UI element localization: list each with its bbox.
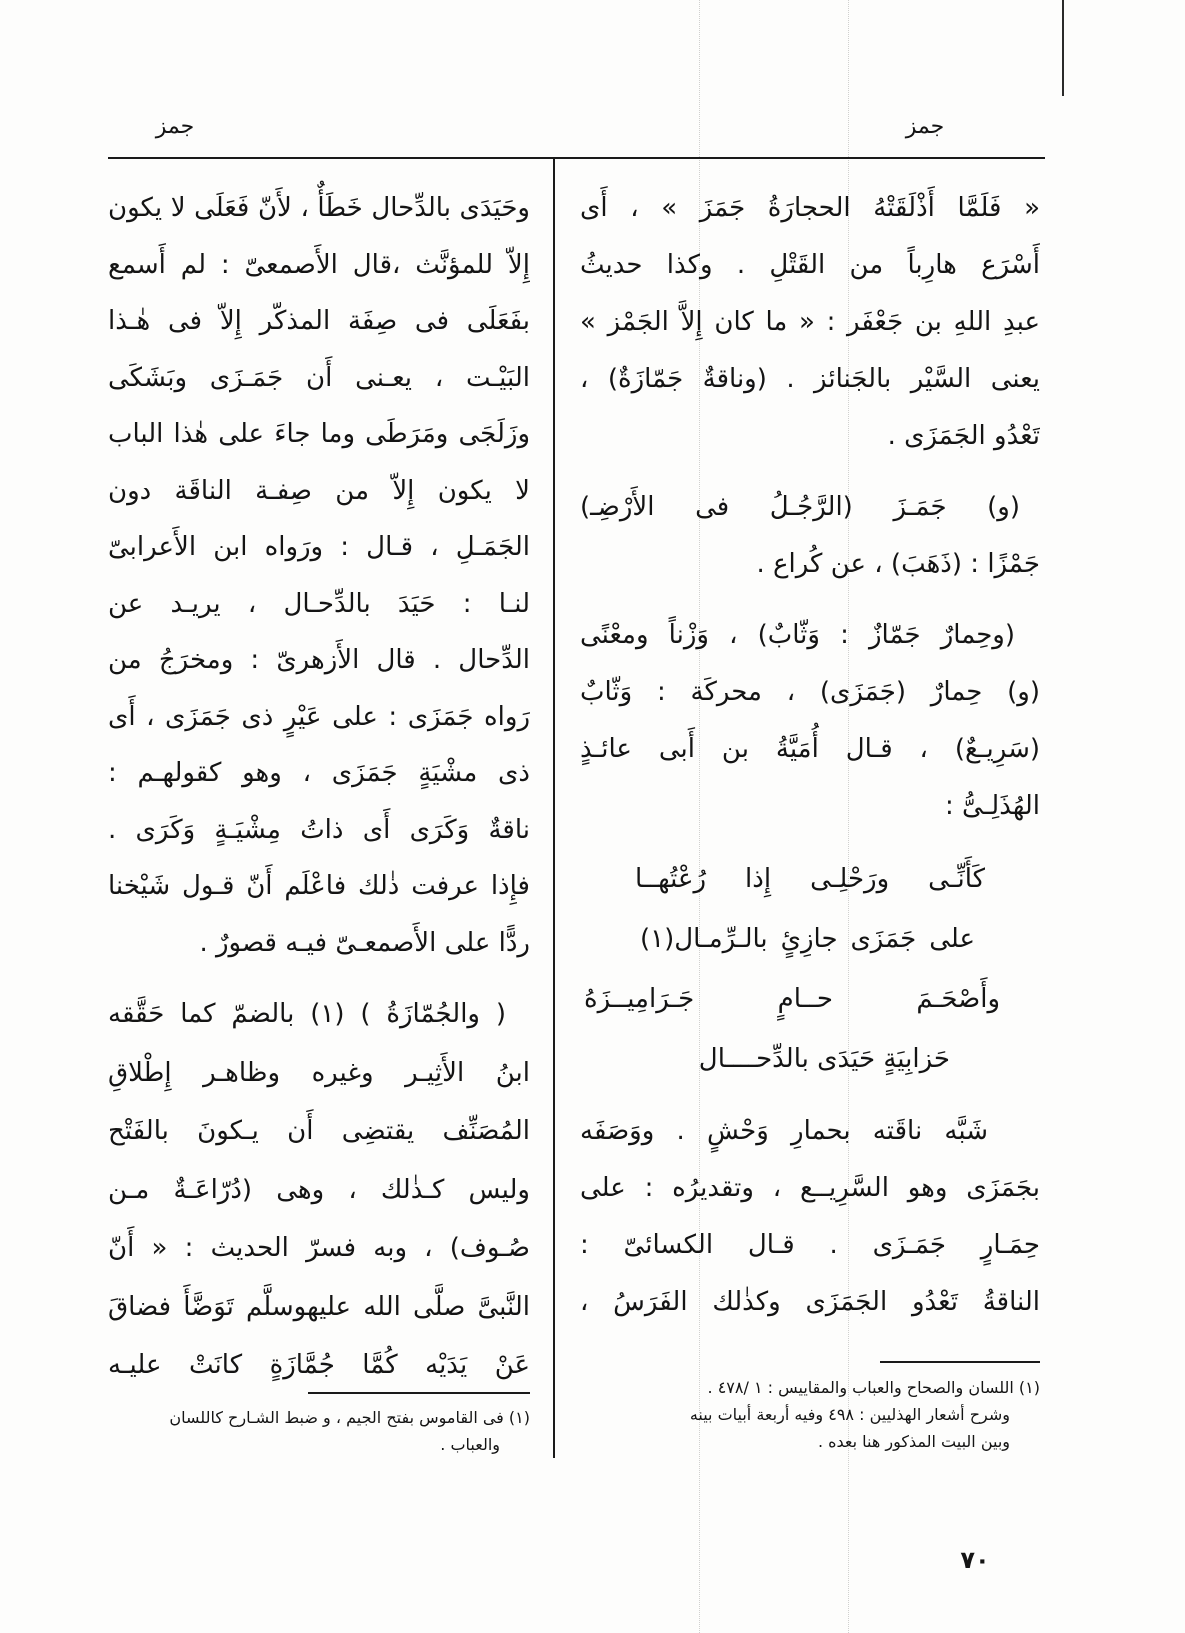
verse-line: كَأَنِّـى ورَحْلِـى إِذا رُعْتُهــا xyxy=(635,864,985,894)
verse-line: على جَمَزَى جازِئٍ بالـرِّمـال(١) xyxy=(640,924,975,954)
text-line: شَبَّه ناقَته بحمارِ وَحْشٍ . ووَصَفَه xyxy=(580,1116,988,1146)
text-line: « فَلَمَّا أَذْلَقَتْهُ الحجارَةُ جَمَزَ » ، أَى xyxy=(580,193,1040,223)
text-line: وحَيَدَى بالدِّحال خَطَأٌ ، لأَنّ فَعَلَى لا يكون xyxy=(108,193,530,223)
column-divider xyxy=(553,158,555,1458)
paragraph xyxy=(580,607,1040,835)
text-line: إِلاّ للمؤنَّث ،قال الأَصمعىّ : لم أَسمع xyxy=(108,249,530,280)
text-line: جَمْزًا : (ذَهَبَ) ، عن كُراع . xyxy=(756,549,1040,579)
text-line: ناقةٌ وَكَرَى أَى ذاتُ مِشْيَـةٍ وَكَرَى . xyxy=(108,814,530,845)
text-line: بجَمَزَى وهو السَّرِيــع ، وتقديرُه : على xyxy=(580,1173,1040,1203)
footnote-rule-left xyxy=(308,1392,530,1394)
text-line: لنـا : حَيَدَ بالدِّحـال ، يريـد عن xyxy=(108,588,530,619)
paragraph xyxy=(108,180,530,971)
footnote-line: وشرح أشعار الهذليين : ٤٩٨ وفيه أربعة أبيات بينه xyxy=(689,1405,1010,1424)
header-rule xyxy=(108,157,1045,159)
text-line: وليس كـذٰلك ، وهى (دُرّاعَـةٌ مـن xyxy=(108,1174,530,1205)
right-column xyxy=(580,180,1040,1331)
text-line: البَيْـت ، يعـنى أَن جَمَـزَى وبَشَكَى xyxy=(108,362,530,393)
verse-line: وأَصْحَـمَ حــامٍ جَـرَامِيــزَهُ xyxy=(584,984,1000,1014)
verse-block xyxy=(580,849,1040,1089)
text-line: عبدِ اللهِ بن جَعْفَر : « ما كان إِلاَّ الجَمْز » xyxy=(580,307,1040,337)
text-line: أَسْرَع هارِباً من القَتْلِ . وكذا حديثُ xyxy=(580,250,1040,280)
scan-edge-line xyxy=(1062,0,1064,96)
text-line: ذى مشْيَةٍ جَمَزَى ، وهو كقولهـم : xyxy=(108,758,530,788)
text-line: لا يكون إِلاّ من صِفـة الناقَة دون xyxy=(108,475,530,506)
footnote-line: (١) فى القاموس بفتح الجيم ، و ضبط الشـارح كاللسان xyxy=(169,1408,530,1427)
text-line: (و) حِمارٌ (جَمَزَى) ، محركَة : وَثّابٌ xyxy=(580,677,1040,707)
left-column xyxy=(108,180,530,1395)
text-line: وزَلَجَى ومَرَطَى وما جاءَ على هٰذا الباب xyxy=(108,419,530,449)
text-line: عَنْ يَدَيْه كُمَّا جُمَّازَةٍ كانَتْ عليـه xyxy=(108,1350,530,1380)
text-line: النَّبىَّ صلَّى الله عليهوسلَّم تَوَضَّأَ فضاقَ xyxy=(108,1291,530,1322)
text-line: يعنى السَّيْر بالجَنائز . (وناقةٌ جَمّازَةٌ) ، xyxy=(580,364,1040,394)
text-line: حِمَـارٍ جَمَـزَى . قـال الكسائىّ : xyxy=(580,1230,1040,1260)
text-line: الدِّحال . قال الأَزهرىّ : ومخرَجُ من xyxy=(108,645,530,675)
text-line: فإِذا عرفت ذٰلك فاعْلَم أَنّ قـول شَيْخنا xyxy=(108,871,530,901)
page-number: ٧٠ xyxy=(960,1546,990,1574)
text-line: (سَرِيـعٌ) ، قـال أُمَيَّةُ بن أَبى عائـذٍ xyxy=(580,734,1040,764)
text-line: الجَمَـلِ ، قـال : ورَواه ابن الأَعرابىّ xyxy=(108,532,530,562)
paragraph xyxy=(580,180,1040,465)
text-line: الهُذَلِـىُّ : xyxy=(944,791,1040,821)
text-line: (وحِمارٌ جَمّازٌ : وَثّابٌ) ، وَزْناً ومعْنًى xyxy=(580,620,1015,650)
text-line: (و) جَمَـزَ (الرَّجُـلُ فى الأَرْضِـ) xyxy=(580,492,1020,522)
text-line: ابنُ الأَثِيـر وغيره وظاهـر إِطْلاقِ xyxy=(108,1057,530,1088)
text-line: ردًّا على الأَصمعـىّ فيـه قصورٌ . xyxy=(199,927,530,958)
text-line: صُـوف) ، وبه فسرّ الحديث : « أَنّ xyxy=(108,1233,530,1263)
text-line: رَواه جَمَزَى : على عَيْرٍ ذى جَمَزَى ، أَى xyxy=(108,701,530,732)
text-line: بفَعَلَى فى صِفَة المذكّر إِلاّ فى هٰـذا xyxy=(108,306,530,336)
verse-line: حَزابِيَةٍ حَيَدَى بالدِّحــــال xyxy=(698,1044,950,1074)
footnote-left xyxy=(108,1404,530,1458)
paragraph xyxy=(580,479,1040,593)
footnote-line: (١) اللسان والصحاح والعباب والمقاييس : ١ /٤٧٨ . xyxy=(707,1378,1040,1397)
footnote-line: وبين البيت المذكور هنا بعده . xyxy=(817,1432,1010,1451)
text-line: تَعْدُو الجَمَزَى . xyxy=(887,421,1040,451)
footnote-rule-right xyxy=(880,1361,1040,1363)
running-head-left: جمز xyxy=(155,114,195,139)
text-line: المُصَنِّف يقتضِى أَن يـكونَ بالفَتْح xyxy=(108,1116,530,1146)
footnote-line: والعباب . xyxy=(440,1435,500,1454)
paragraph xyxy=(580,1103,1040,1331)
running-head-right: جمز xyxy=(905,114,945,139)
text-line: الناقةُ تَعْدُو الجَمَزَى وكذٰلك الفَرَسُ ، xyxy=(580,1287,1040,1317)
text-line: ( والجُمّازَةُ ) (١) بالضمّ كما حَقَّقه xyxy=(108,999,507,1029)
footnote-right xyxy=(583,1374,1040,1455)
paragraph xyxy=(108,985,530,1395)
